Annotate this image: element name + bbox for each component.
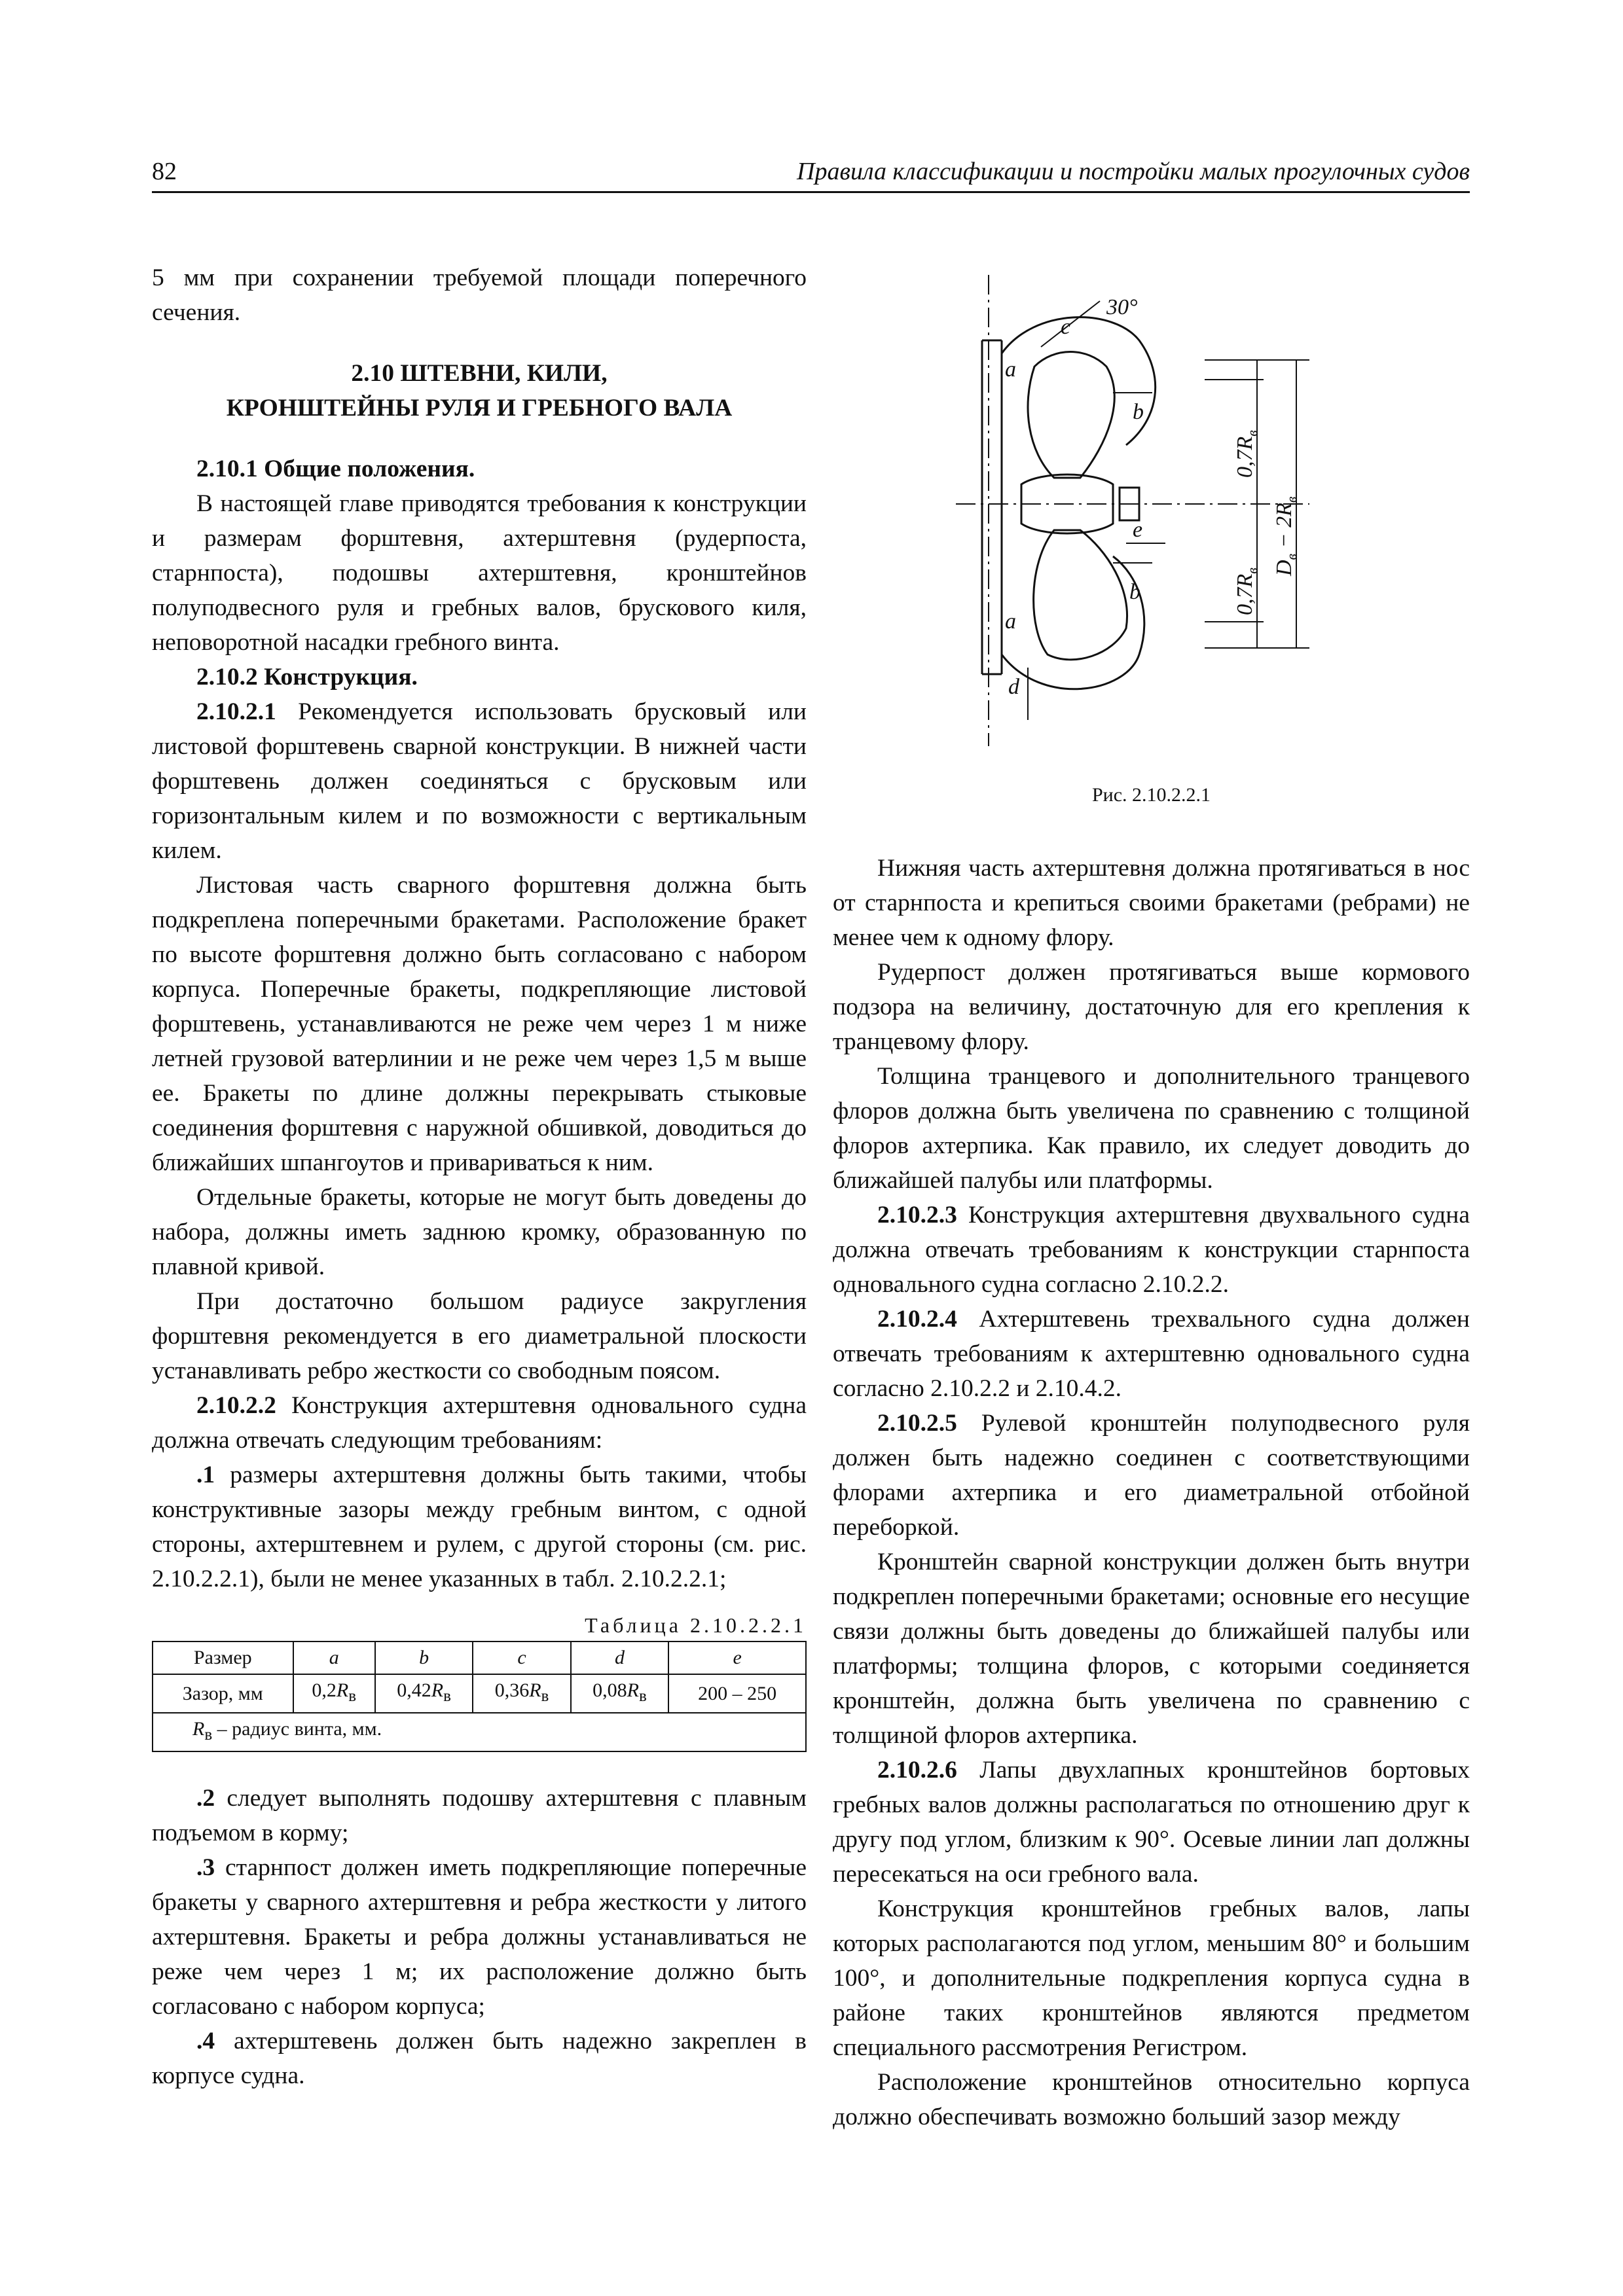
section-title-line-2: КРОНШТЕЙНЫ РУЛЯ И ГРЕБНОГО ВАЛА — [226, 395, 733, 422]
table-header-cell: Размер — [153, 1641, 293, 1674]
table-note: $R_в$ – радиус винта, мм. — [153, 1713, 806, 1751]
table-header-cell: c — [473, 1641, 570, 1674]
table-header-cell: b — [375, 1641, 473, 1674]
paragraph-2-10-2-6: 2.10.2.6 Лапы двухлапных кронштейнов бортовых гребных валов должны располагаться по отношению друг к другу под углом, близким к 90°. Осевые линии лап должны пересекаться на оси гребного вала. — [833, 1757, 1470, 1888]
table-header-cell: e — [668, 1641, 806, 1674]
paragraph-raspolozhenie: Расположение кронштейнов относительно корпуса должно обеспечивать возможно больший зазор между — [833, 2069, 1470, 2130]
table-cell: $0,2R_в$ — [293, 1674, 375, 1713]
fig-label-a-bottom: a — [1005, 609, 1016, 634]
paragraph-continuation: 5 мм при сохранении требуемой площади поперечного сечения. — [152, 264, 807, 326]
table-cell: 200 – 250 — [668, 1674, 806, 1713]
table-row — [153, 1674, 806, 1713]
table-header-row — [153, 1641, 806, 1674]
table-row-label: Зазор, мм — [153, 1674, 293, 1713]
fig-label-angle: 30° — [1106, 295, 1138, 319]
table-caption: Таблица 2.10.2.2.1 — [585, 1613, 807, 1637]
table-cell: $0,08R_в$ — [571, 1674, 668, 1713]
table-header-cell: d — [571, 1641, 668, 1674]
list-item-2: .2 следует выполнять подошву ахтерштевня с плавным подъемом в корму; — [152, 1785, 807, 1846]
clearance-table — [152, 1641, 807, 1752]
list-item-4: .4 ахтерштевень должен быть надежно закреплен в корпусе судна. — [152, 2028, 807, 2089]
fig-label-a: a — [1005, 357, 1016, 382]
fig-label-e: e — [1133, 518, 1143, 542]
list-item-3: .3 старнпост должен иметь подкрепляющие поперечные бракеты у сварного ахтерштевня и ребра жесткости у литого ахтерштевня. Бракеты и ребра должны устанавливаться не реже чем через 1 м; их расположение должно быть согласовано с набором корпуса; — [152, 1854, 807, 2020]
paragraph-2-10-2-4: 2.10.2.4 Ахтерштевень трехвального судна должен отвечать требованиям к ахтерштевню одновального судна согласно 2.10.2.2 и 2.10.4.2. — [833, 1306, 1470, 1402]
running-title: Правила классификации и постройки малых прогулочных судов — [797, 158, 1470, 185]
table-note-row — [153, 1713, 806, 1751]
fig-label-d: d — [1008, 675, 1019, 699]
paragraph-kronshtein: Кронштейн сварной конструкции должен быть внутри подкреплен поперечными бракетами; основные его несущие связи должны быть доведены до ближайшей палубы или платформы; толщина флоров, с которыми соединяется кронштейн, должна быть увеличена по сравнению с толщиной флоров ахтерпика. — [833, 1549, 1470, 1749]
page-number: 82 — [152, 158, 177, 185]
paragraph-2-10-2-2: 2.10.2.2 Конструкция ахтерштевня одновального судна должна отвечать следующим требованиям: — [152, 1392, 807, 1454]
fig-label-c: c — [1061, 315, 1071, 339]
paragraph-2-10-1: В настоящей главе приводятся требования к конструкции и размерам форштевня, ахтерштевня (рудерпоста, старнпоста), подошвы ахтерштевня, кронштейнов полуподвесного руля и гребных валов, брускового киля, неповоротной насадки гребного винта. — [152, 490, 807, 656]
subsection-heading-2-10-1: 2.10.1 Общие положения. — [196, 456, 475, 482]
table-header-cell: a — [293, 1641, 375, 1674]
paragraph-2-10-2-5: 2.10.2.5 Рулевой кронштейн полуподвесного руля должен быть надежно соединен с соответствующими флорами ахтерпика и его диаметральной отбойной переборкой. — [833, 1410, 1470, 1541]
paragraph-konstrukciya: Конструкция кронштейнов гребных валов, лапы которых располагаются под углом, меньшим 80° и большим 100°, и дополнительные подкрепления корпуса судна в районе таких кронштейнов являются предметом специального рассмотрения Регистром. — [833, 1895, 1470, 2061]
paragraph-listovaya: Листовая часть сварного форштевня должна быть подкреплена поперечными бракетами. Расположение бракет по высоте форштевня должно быть согласовано с набором корпуса. Поперечные бракеты, подкрепляющие листовой форштевень, устанавливаются не реже чем через 1 м ниже летней грузовой ватерлинии и не реже чем через 1,5 м выше ее. Бракеты по длине должны перекрывать стыковые соединения форштевня с наружной обшивкой, доводиться до ближайших шпангоутов и привариваться к ним. — [152, 872, 807, 1176]
paragraph-nizhnyaya: Нижняя часть ахтерштевня должна протягиваться в нос от старнпоста и крепиться своими бракетами (ребрами) не менее чем к одному флору. — [833, 855, 1470, 951]
fig-label-r-bottom: $0,7R_в$ — [1233, 567, 1260, 615]
paragraph-tolshchina: Толщина транцевого и дополнительного транцевого флоров должна быть увеличена по сравнению с толщиной флоров ахтерпика. Как правило, их следует доводить до ближайшей палубы или платформы. — [833, 1063, 1470, 1194]
section-title — [152, 356, 807, 425]
fig-label-diameter: $D_в - 2R_в$ — [1272, 496, 1300, 576]
fig-label-b-top: b — [1133, 400, 1144, 424]
fig-label-b-bottom: b — [1129, 580, 1140, 604]
left-column — [152, 260, 807, 2093]
fig-label-r-top: $0,7R_в$ — [1233, 430, 1260, 478]
table-cell: $0,42R_в$ — [375, 1674, 473, 1713]
propeller-clearance-figure — [943, 262, 1362, 753]
subsection-heading-2-10-2: 2.10.2 Конструкция. — [196, 664, 418, 691]
paragraph-pri: При достаточно большом радиусе закругления форштевня рекомендуется в его диаметральной плоскости устанавливать ребро жесткости со свободным поясом. — [152, 1288, 807, 1384]
figure-caption: Рис. 2.10.2.2.1 — [1091, 784, 1211, 806]
section-title-line-1: 2.10 ШТЕВНИ, КИЛИ, — [351, 360, 608, 387]
right-column — [833, 851, 1470, 2134]
paragraph-ruderpost: Рудерпост должен протягиваться выше кормового подзора на величину, достаточную для его крепления к транцевому флору. — [833, 959, 1470, 1055]
paragraph-otdelnye: Отдельные бракеты, которые не могут быть доведены до набора, должны иметь заднюю кромку, образованную по плавной кривой. — [152, 1184, 807, 1280]
table-cell: $0,36R_в$ — [473, 1674, 570, 1713]
header-rule — [152, 191, 1470, 193]
list-item-1: .1 размеры ахтерштевня должны быть такими, чтобы конструктивные зазоры между гребным винтом, с одной стороны, ахтерштевнем и рулем, с другой стороны (см. рис. 2.10.2.2.1), были не менее указанных в табл. 2.10.2.2.1; — [152, 1462, 807, 1592]
paragraph-2-10-2-3: 2.10.2.3 Конструкция ахтерштевня двухвального судна должна отвечать требованиям к конструкции старнпоста одновального судна согласно 2.10.2.2. — [833, 1202, 1470, 1298]
paragraph-2-10-2-1: 2.10.2.1 Рекомендуется использовать брусковый или листовой форштевень сварной конструкции. В нижней части форштевень должен соединяться с брусковым или горизонтальным килем и по возможности с вертикальным килем. — [152, 698, 807, 864]
